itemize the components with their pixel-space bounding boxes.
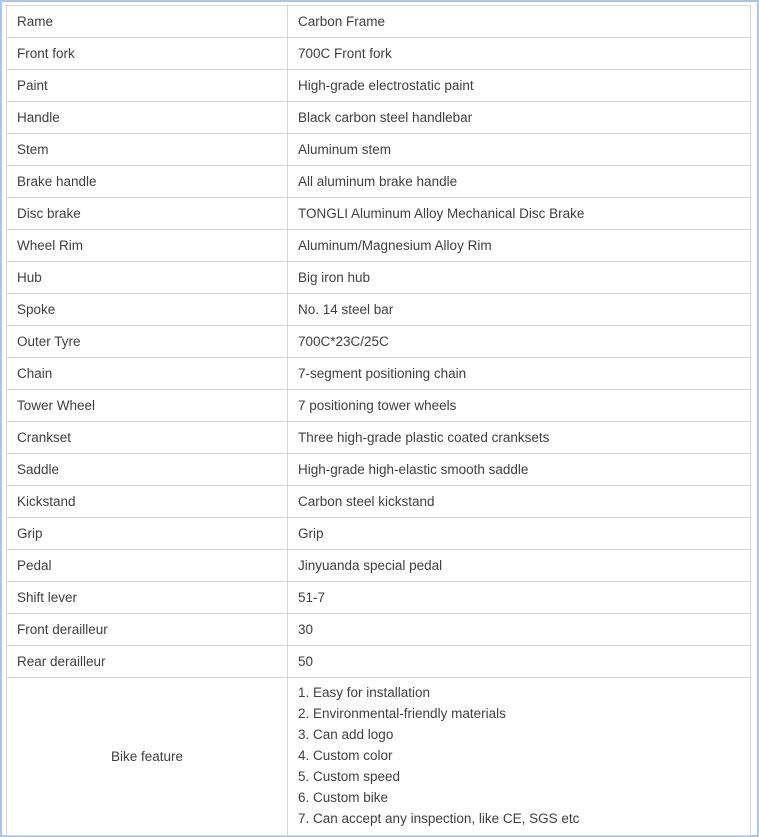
spec-row [7, 646, 751, 678]
spec-value-cell: Aluminum stem [288, 134, 751, 166]
spec-label-cell: Outer Tyre [7, 326, 288, 358]
spec-row [7, 6, 751, 38]
spec-value-cell: Black carbon steel handlebar [288, 102, 751, 134]
spec-value-cell: Carbon steel kickstand [288, 486, 751, 518]
spec-value-cell: 7 positioning tower wheels [288, 390, 751, 422]
feature-item: 7. Can accept any inspection, like CE, SGS etc [298, 811, 580, 826]
spec-row [7, 294, 751, 326]
spec-value-cell: 30 [288, 614, 751, 646]
spec-label-cell: Kickstand [7, 486, 288, 518]
spec-label-cell: Pedal [7, 550, 288, 582]
spec-value-cell: All aluminum brake handle [288, 166, 751, 198]
spec-value-cell: Jinyuanda special pedal [288, 550, 751, 582]
feature-row [7, 678, 751, 836]
spec-row [7, 614, 751, 646]
spec-row [7, 358, 751, 390]
spec-row [7, 326, 751, 358]
spec-label-cell: Grip [7, 518, 288, 550]
spec-label-cell: Hub [7, 262, 288, 294]
spec-row [7, 262, 751, 294]
spec-row [7, 422, 751, 454]
spec-label-cell: Paint [7, 70, 288, 102]
spec-label-cell: Front derailleur [7, 614, 288, 646]
spec-label-cell: Stem [7, 134, 288, 166]
feature-list-cell [288, 678, 751, 836]
spec-value-cell: Three high-grade plastic coated cranksets [288, 422, 751, 454]
spec-label-cell: Brake handle [7, 166, 288, 198]
spec-row [7, 518, 751, 550]
spec-value-cell: Big iron hub [288, 262, 751, 294]
spec-row [7, 486, 751, 518]
spec-label-cell: Chain [7, 358, 288, 390]
spec-value-cell: High-grade electrostatic paint [288, 70, 751, 102]
feature-item: 3. Can add logo [298, 727, 394, 742]
spec-value-cell: Carbon Frame [288, 6, 751, 38]
spec-value-cell: 51-7 [288, 582, 751, 614]
spec-value-cell: 50 [288, 646, 751, 678]
spec-value-cell: 700C*23C/25C [288, 326, 751, 358]
spec-label-cell: Handle [7, 102, 288, 134]
spec-row [7, 102, 751, 134]
spec-value-cell: Aluminum/Magnesium Alloy Rim [288, 230, 751, 262]
spec-row [7, 454, 751, 486]
spec-value-cell: 7-segment positioning chain [288, 358, 751, 390]
spec-value-cell: TONGLI Aluminum Alloy Mechanical Disc Brake [288, 198, 751, 230]
spec-value-cell: High-grade high-elastic smooth saddle [288, 454, 751, 486]
spec-row [7, 390, 751, 422]
spec-row [7, 134, 751, 166]
spec-row [7, 38, 751, 70]
feature-item: 6. Custom bike [298, 790, 389, 805]
spec-value-cell: Grip [288, 518, 751, 550]
spec-row [7, 70, 751, 102]
feature-item: 4. Custom color [298, 748, 393, 763]
spec-row [7, 198, 751, 230]
bike-spec-table [6, 5, 751, 836]
spec-label-cell: Saddle [7, 454, 288, 486]
spec-row [7, 230, 751, 262]
spec-label-cell: Wheel Rim [7, 230, 288, 262]
feature-item: 1. Easy for installation [298, 685, 431, 700]
spec-row [7, 166, 751, 198]
spec-table-body [7, 6, 751, 836]
spec-label-cell: Front fork [7, 38, 288, 70]
spec-value-cell: 700C Front fork [288, 38, 751, 70]
spec-label-cell: Rame [7, 6, 288, 38]
spec-label-cell: Spoke [7, 294, 288, 326]
spec-label-cell: Disc brake [7, 198, 288, 230]
feature-label-cell: Bike feature [7, 678, 288, 836]
feature-item: 5. Custom speed [298, 769, 401, 784]
spec-row [7, 550, 751, 582]
spec-label-cell: Tower Wheel [7, 390, 288, 422]
feature-item: 2. Environmental-friendly materials [298, 706, 506, 721]
spec-label-cell: Rear derailleur [7, 646, 288, 678]
spec-label-cell: Crankset [7, 422, 288, 454]
spec-row [7, 582, 751, 614]
spec-label-cell: Shift lever [7, 582, 288, 614]
spec-value-cell: No. 14 steel bar [288, 294, 751, 326]
